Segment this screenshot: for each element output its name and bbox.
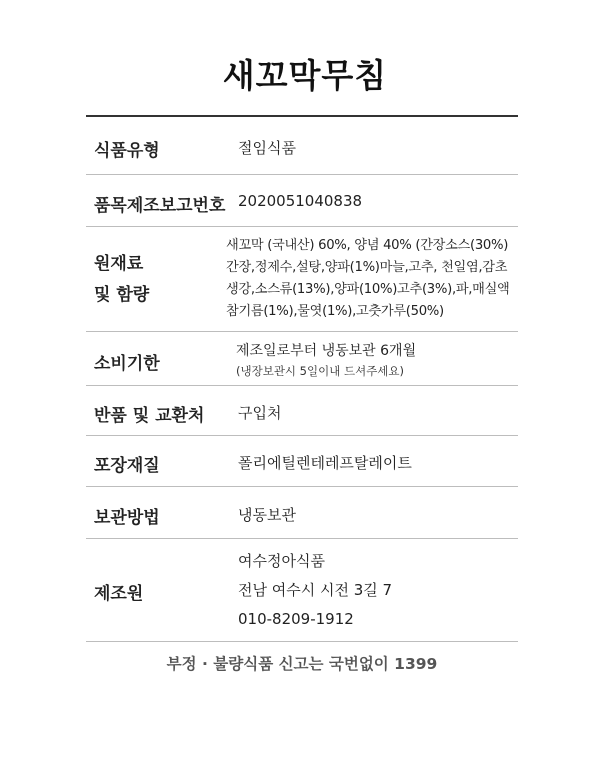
row-label: 제조원 — [94, 584, 144, 604]
row-label: 식품유형 — [94, 141, 160, 161]
value-line: 간장,정제수,설탕,양파(1%)마늘,고추, 천일염,감초 — [226, 260, 508, 275]
row-value: 절임식품 — [238, 139, 296, 157]
table-row-food-type — [86, 117, 518, 175]
value-line: 참기름(1%),물엿(1%),고춧가루(50%) — [226, 304, 444, 319]
value-line: 제조일로부터 냉동보관 6개월 — [236, 343, 417, 359]
row-label: 포장재질 — [94, 456, 160, 476]
row-value: 2020051040838 — [238, 192, 363, 210]
report-notice: 부정 · 불량식품 신고는 국번없이 1399 — [166, 655, 438, 673]
table-row-return — [86, 386, 518, 436]
row-value — [238, 547, 392, 634]
value-line: 010-8209-1912 — [238, 610, 354, 628]
value-line: 생강,소스류(13%),양파(10%)고추(3%),파,매실액 — [226, 282, 510, 297]
row-label: 보관방법 — [94, 508, 160, 528]
row-label: 품목제조보고번호 — [94, 196, 226, 216]
row-value — [226, 235, 510, 323]
value-line: 전남 여수시 시전 3길 7 — [238, 581, 393, 599]
info-table — [86, 117, 518, 642]
product-title: 새꼬막무침 — [222, 56, 388, 95]
row-value: 구입처 — [238, 404, 282, 422]
label-line: 및 함량 — [94, 285, 150, 305]
row-label: 소비기한 — [94, 354, 160, 374]
label-line: 원재료 — [94, 254, 144, 274]
value-line: 새꼬막 (국내산) 60%, 양념 40% (간장소스(30%) — [226, 238, 509, 253]
table-row-expiry — [86, 332, 518, 386]
table-row-ingredients — [86, 227, 518, 332]
table-row-packaging — [86, 436, 518, 487]
row-value: 냉동보관 — [238, 506, 296, 524]
row-value — [236, 341, 416, 381]
value-line: 여수정아식품 — [238, 552, 325, 570]
table-row-storage — [86, 487, 518, 539]
table-row-report-number — [86, 175, 518, 227]
row-label: 반품 및 교환처 — [94, 406, 205, 426]
row-label — [94, 249, 149, 311]
row-value: 폴리에틸렌테레프탈레이트 — [238, 454, 412, 472]
table-row-manufacturer — [86, 539, 518, 642]
expiry-note: (냉장보관시 5일이내 드셔주세요) — [236, 364, 405, 378]
